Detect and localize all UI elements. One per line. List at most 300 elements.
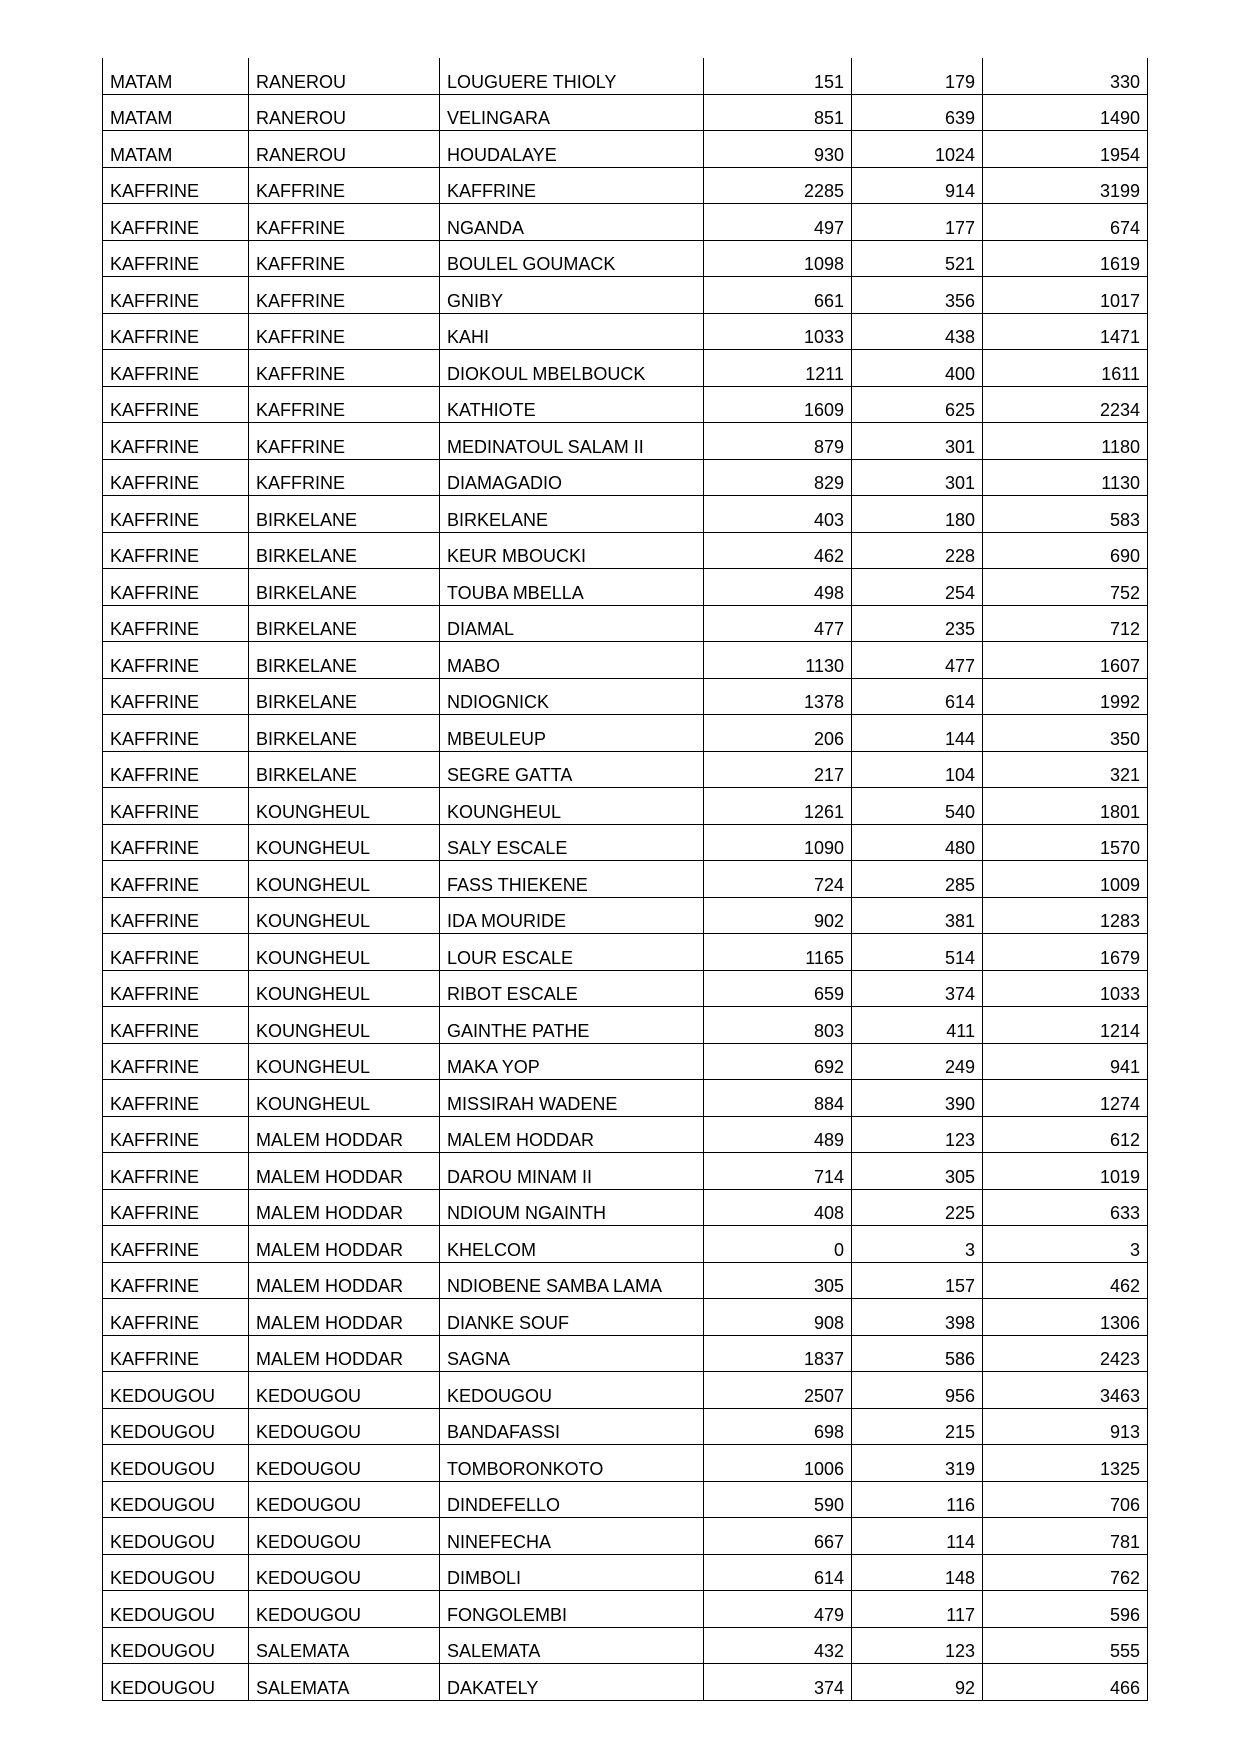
value-2-cell: 148 — [852, 1554, 983, 1591]
value-1-cell: 614 — [704, 1554, 852, 1591]
table-body — [103, 58, 1148, 1700]
commune-cell: DAROU MINAM II — [440, 1153, 704, 1190]
value-1-cell: 1261 — [704, 788, 852, 825]
value-2-cell: 956 — [852, 1372, 983, 1409]
value-1-cell: 884 — [704, 1080, 852, 1117]
region-cell: KAFFRINE — [103, 824, 249, 861]
table-row — [103, 459, 1148, 496]
commune-cell: VELINGARA — [440, 94, 704, 131]
table-row — [103, 970, 1148, 1007]
value-2-cell: 390 — [852, 1080, 983, 1117]
table-row — [103, 240, 1148, 277]
total-cell: 583 — [983, 496, 1148, 533]
region-cell: KAFFRINE — [103, 1080, 249, 1117]
value-1-cell: 724 — [704, 861, 852, 898]
department-cell: BIRKELANE — [249, 715, 440, 752]
value-2-cell: 92 — [852, 1664, 983, 1701]
total-cell: 1180 — [983, 423, 1148, 460]
commune-cell: IDA MOURIDE — [440, 897, 704, 934]
value-2-cell: 480 — [852, 824, 983, 861]
value-1-cell: 1098 — [704, 240, 852, 277]
value-2-cell: 301 — [852, 423, 983, 460]
region-cell: KAFFRINE — [103, 204, 249, 241]
value-2-cell: 104 — [852, 751, 983, 788]
total-cell: 1019 — [983, 1153, 1148, 1190]
department-cell: MALEM HODDAR — [249, 1189, 440, 1226]
total-cell: 1130 — [983, 459, 1148, 496]
total-cell: 1611 — [983, 350, 1148, 387]
region-cell: MATAM — [103, 94, 249, 131]
total-cell: 1607 — [983, 642, 1148, 679]
commune-cell: NDIOGNICK — [440, 678, 704, 715]
department-cell: KEDOUGOU — [249, 1554, 440, 1591]
department-cell: KAFFRINE — [249, 386, 440, 423]
value-1-cell: 667 — [704, 1518, 852, 1555]
total-cell: 941 — [983, 1043, 1148, 1080]
total-cell: 633 — [983, 1189, 1148, 1226]
region-cell: KEDOUGOU — [103, 1518, 249, 1555]
value-2-cell: 1024 — [852, 131, 983, 168]
value-1-cell: 151 — [704, 58, 852, 94]
value-2-cell: 215 — [852, 1408, 983, 1445]
commune-cell: MABO — [440, 642, 704, 679]
commune-cell: KEUR MBOUCKI — [440, 532, 704, 569]
commune-cell: KATHIOTE — [440, 386, 704, 423]
department-cell: MALEM HODDAR — [249, 1116, 440, 1153]
table-row — [103, 131, 1148, 168]
total-cell: 1619 — [983, 240, 1148, 277]
department-cell: KOUNGHEUL — [249, 1080, 440, 1117]
department-cell: BIRKELANE — [249, 751, 440, 788]
total-cell: 1274 — [983, 1080, 1148, 1117]
table-row — [103, 1007, 1148, 1044]
region-cell: KAFFRINE — [103, 1262, 249, 1299]
table-row — [103, 1408, 1148, 1445]
table-row — [103, 897, 1148, 934]
value-2-cell: 639 — [852, 94, 983, 131]
table-row — [103, 1116, 1148, 1153]
department-cell: KOUNGHEUL — [249, 897, 440, 934]
table-row — [103, 934, 1148, 971]
department-cell: RANEROU — [249, 131, 440, 168]
table-row — [103, 715, 1148, 752]
table-row — [103, 1372, 1148, 1409]
table-row — [103, 1153, 1148, 1190]
value-2-cell: 123 — [852, 1627, 983, 1664]
region-cell: KAFFRINE — [103, 1153, 249, 1190]
commune-cell: MAKA YOP — [440, 1043, 704, 1080]
table-row — [103, 1335, 1148, 1372]
total-cell: 913 — [983, 1408, 1148, 1445]
department-cell: KEDOUGOU — [249, 1518, 440, 1555]
commune-cell: DAKATELY — [440, 1664, 704, 1701]
value-1-cell: 1033 — [704, 313, 852, 350]
commune-cell: KOUNGHEUL — [440, 788, 704, 825]
region-cell: KEDOUGOU — [103, 1445, 249, 1482]
region-cell: KAFFRINE — [103, 1116, 249, 1153]
commune-cell: DIMBOLI — [440, 1554, 704, 1591]
value-2-cell: 114 — [852, 1518, 983, 1555]
value-2-cell: 586 — [852, 1335, 983, 1372]
region-cell: KAFFRINE — [103, 569, 249, 606]
department-cell: KEDOUGOU — [249, 1372, 440, 1409]
commune-cell: SALY ESCALE — [440, 824, 704, 861]
table-row — [103, 1226, 1148, 1263]
department-cell: BIRKELANE — [249, 642, 440, 679]
value-1-cell: 1006 — [704, 1445, 852, 1482]
value-1-cell: 489 — [704, 1116, 852, 1153]
department-cell: KOUNGHEUL — [249, 1007, 440, 1044]
table-row — [103, 58, 1148, 94]
region-cell: KAFFRINE — [103, 532, 249, 569]
value-2-cell: 514 — [852, 934, 983, 971]
value-1-cell: 403 — [704, 496, 852, 533]
region-cell: KEDOUGOU — [103, 1627, 249, 1664]
value-1-cell: 408 — [704, 1189, 852, 1226]
value-1-cell: 1165 — [704, 934, 852, 971]
region-cell: KAFFRINE — [103, 1189, 249, 1226]
total-cell: 330 — [983, 58, 1148, 94]
department-cell: MALEM HODDAR — [249, 1335, 440, 1372]
department-cell: MALEM HODDAR — [249, 1262, 440, 1299]
value-1-cell: 206 — [704, 715, 852, 752]
department-cell: KAFFRINE — [249, 204, 440, 241]
commune-cell: TOUBA MBELLA — [440, 569, 704, 606]
value-2-cell: 400 — [852, 350, 983, 387]
value-1-cell: 1090 — [704, 824, 852, 861]
table-row — [103, 605, 1148, 642]
total-cell: 1570 — [983, 824, 1148, 861]
total-cell: 674 — [983, 204, 1148, 241]
value-2-cell: 914 — [852, 167, 983, 204]
value-2-cell: 438 — [852, 313, 983, 350]
commune-cell: BIRKELANE — [440, 496, 704, 533]
total-cell: 781 — [983, 1518, 1148, 1555]
department-cell: KAFFRINE — [249, 350, 440, 387]
region-cell: KAFFRINE — [103, 167, 249, 204]
region-cell: KAFFRINE — [103, 897, 249, 934]
value-2-cell: 625 — [852, 386, 983, 423]
value-1-cell: 659 — [704, 970, 852, 1007]
commune-cell: MISSIRAH WADENE — [440, 1080, 704, 1117]
table-row — [103, 861, 1148, 898]
table-row — [103, 1554, 1148, 1591]
department-cell: KOUNGHEUL — [249, 970, 440, 1007]
value-1-cell: 477 — [704, 605, 852, 642]
total-cell: 762 — [983, 1554, 1148, 1591]
commune-cell: DIAMAL — [440, 605, 704, 642]
region-cell: KAFFRINE — [103, 861, 249, 898]
value-2-cell: 411 — [852, 1007, 983, 1044]
value-2-cell: 301 — [852, 459, 983, 496]
department-cell: RANEROU — [249, 94, 440, 131]
value-1-cell: 498 — [704, 569, 852, 606]
total-cell: 706 — [983, 1481, 1148, 1518]
value-1-cell: 2507 — [704, 1372, 852, 1409]
department-cell: MALEM HODDAR — [249, 1299, 440, 1336]
region-cell: KAFFRINE — [103, 788, 249, 825]
total-cell: 1017 — [983, 277, 1148, 314]
total-cell: 350 — [983, 715, 1148, 752]
value-1-cell: 851 — [704, 94, 852, 131]
value-2-cell: 177 — [852, 204, 983, 241]
commune-cell: LOUGUERE THIOLY — [440, 58, 704, 94]
region-cell: KAFFRINE — [103, 386, 249, 423]
value-2-cell: 374 — [852, 970, 983, 1007]
commune-cell: BOULEL GOUMACK — [440, 240, 704, 277]
value-2-cell: 116 — [852, 1481, 983, 1518]
value-2-cell: 614 — [852, 678, 983, 715]
table-row — [103, 277, 1148, 314]
department-cell: MALEM HODDAR — [249, 1153, 440, 1190]
total-cell: 1490 — [983, 94, 1148, 131]
department-cell: KAFFRINE — [249, 277, 440, 314]
department-cell: KEDOUGOU — [249, 1445, 440, 1482]
commune-cell: FONGOLEMBI — [440, 1591, 704, 1628]
value-2-cell: 3 — [852, 1226, 983, 1263]
total-cell: 2423 — [983, 1335, 1148, 1372]
table-row — [103, 204, 1148, 241]
commune-cell: RIBOT ESCALE — [440, 970, 704, 1007]
region-cell: KEDOUGOU — [103, 1664, 249, 1701]
region-cell: KAFFRINE — [103, 1043, 249, 1080]
region-cell: KAFFRINE — [103, 1299, 249, 1336]
table-row — [103, 1664, 1148, 1701]
commune-cell: MBEULEUP — [440, 715, 704, 752]
region-cell: KAFFRINE — [103, 751, 249, 788]
region-cell: KAFFRINE — [103, 277, 249, 314]
total-cell: 1306 — [983, 1299, 1148, 1336]
commune-cell: SAGNA — [440, 1335, 704, 1372]
table-row — [103, 1518, 1148, 1555]
department-cell: BIRKELANE — [249, 569, 440, 606]
commune-cell: SEGRE GATTA — [440, 751, 704, 788]
value-2-cell: 157 — [852, 1262, 983, 1299]
table-row — [103, 167, 1148, 204]
commune-cell: DIOKOUL MBELBOUCK — [440, 350, 704, 387]
value-1-cell: 1609 — [704, 386, 852, 423]
value-1-cell: 930 — [704, 131, 852, 168]
total-cell: 555 — [983, 1627, 1148, 1664]
value-2-cell: 319 — [852, 1445, 983, 1482]
value-1-cell: 2285 — [704, 167, 852, 204]
table-row — [103, 678, 1148, 715]
commune-cell: NGANDA — [440, 204, 704, 241]
value-2-cell: 179 — [852, 58, 983, 94]
department-cell: KEDOUGOU — [249, 1481, 440, 1518]
value-1-cell: 879 — [704, 423, 852, 460]
total-cell: 596 — [983, 1591, 1148, 1628]
commune-cell: LOUR ESCALE — [440, 934, 704, 971]
total-cell: 1954 — [983, 131, 1148, 168]
value-1-cell: 590 — [704, 1481, 852, 1518]
total-cell: 752 — [983, 569, 1148, 606]
region-cell: KEDOUGOU — [103, 1372, 249, 1409]
region-cell: KEDOUGOU — [103, 1591, 249, 1628]
region-cell: KEDOUGOU — [103, 1408, 249, 1445]
region-cell: KEDOUGOU — [103, 1481, 249, 1518]
value-1-cell: 1130 — [704, 642, 852, 679]
table-row — [103, 1080, 1148, 1117]
value-1-cell: 374 — [704, 1664, 852, 1701]
value-2-cell: 305 — [852, 1153, 983, 1190]
region-cell: KAFFRINE — [103, 240, 249, 277]
table-row — [103, 423, 1148, 460]
value-2-cell: 249 — [852, 1043, 983, 1080]
value-1-cell: 698 — [704, 1408, 852, 1445]
table-row — [103, 1043, 1148, 1080]
table-row — [103, 1262, 1148, 1299]
commune-cell: DIAMAGADIO — [440, 459, 704, 496]
total-cell: 2234 — [983, 386, 1148, 423]
total-cell: 1325 — [983, 1445, 1148, 1482]
region-cell: KAFFRINE — [103, 1226, 249, 1263]
commune-cell: KEDOUGOU — [440, 1372, 704, 1409]
table-row — [103, 569, 1148, 606]
commune-cell: MALEM HODDAR — [440, 1116, 704, 1153]
region-cell: KAFFRINE — [103, 678, 249, 715]
value-1-cell: 217 — [704, 751, 852, 788]
region-cell: KAFFRINE — [103, 934, 249, 971]
total-cell: 1033 — [983, 970, 1148, 1007]
table-row — [103, 1445, 1148, 1482]
department-cell: KOUNGHEUL — [249, 788, 440, 825]
table-row — [103, 1481, 1148, 1518]
table-row — [103, 824, 1148, 861]
commune-cell: NDIOUM NGAINTH — [440, 1189, 704, 1226]
value-1-cell: 462 — [704, 532, 852, 569]
value-1-cell: 0 — [704, 1226, 852, 1263]
department-cell: KOUNGHEUL — [249, 1043, 440, 1080]
commune-cell: KAHI — [440, 313, 704, 350]
commune-cell: BANDAFASSI — [440, 1408, 704, 1445]
commune-cell: FASS THIEKENE — [440, 861, 704, 898]
region-cell: KAFFRINE — [103, 1007, 249, 1044]
value-1-cell: 803 — [704, 1007, 852, 1044]
value-2-cell: 540 — [852, 788, 983, 825]
value-2-cell: 356 — [852, 277, 983, 314]
department-cell: KAFFRINE — [249, 423, 440, 460]
region-cell: KAFFRINE — [103, 715, 249, 752]
table-row — [103, 532, 1148, 569]
region-cell: KAFFRINE — [103, 642, 249, 679]
table-row — [103, 1627, 1148, 1664]
total-cell: 712 — [983, 605, 1148, 642]
department-cell: KOUNGHEUL — [249, 824, 440, 861]
table-row — [103, 496, 1148, 533]
commune-cell: DINDEFELLO — [440, 1481, 704, 1518]
value-1-cell: 1211 — [704, 350, 852, 387]
total-cell: 3463 — [983, 1372, 1148, 1409]
table-row — [103, 386, 1148, 423]
commune-cell: NINEFECHA — [440, 1518, 704, 1555]
value-2-cell: 225 — [852, 1189, 983, 1226]
department-cell: KOUNGHEUL — [249, 861, 440, 898]
value-2-cell: 254 — [852, 569, 983, 606]
commune-cell: HOUDALAYE — [440, 131, 704, 168]
total-cell: 1992 — [983, 678, 1148, 715]
value-2-cell: 123 — [852, 1116, 983, 1153]
commune-cell: GNIBY — [440, 277, 704, 314]
value-2-cell: 285 — [852, 861, 983, 898]
table-row — [103, 751, 1148, 788]
region-cell: KAFFRINE — [103, 1335, 249, 1372]
region-cell: KAFFRINE — [103, 496, 249, 533]
commune-cell: KHELCOM — [440, 1226, 704, 1263]
value-2-cell: 228 — [852, 532, 983, 569]
commune-cell: GAINTHE PATHE — [440, 1007, 704, 1044]
total-cell: 1009 — [983, 861, 1148, 898]
total-cell: 466 — [983, 1664, 1148, 1701]
department-cell: BIRKELANE — [249, 496, 440, 533]
value-1-cell: 1378 — [704, 678, 852, 715]
total-cell: 612 — [983, 1116, 1148, 1153]
region-cell: KAFFRINE — [103, 970, 249, 1007]
department-cell: KEDOUGOU — [249, 1408, 440, 1445]
total-cell: 3199 — [983, 167, 1148, 204]
department-cell: MALEM HODDAR — [249, 1226, 440, 1263]
table-row — [103, 1591, 1148, 1628]
value-1-cell: 902 — [704, 897, 852, 934]
value-1-cell: 497 — [704, 204, 852, 241]
value-2-cell: 117 — [852, 1591, 983, 1628]
value-2-cell: 398 — [852, 1299, 983, 1336]
region-cell: MATAM — [103, 58, 249, 94]
department-cell: BIRKELANE — [249, 605, 440, 642]
data-table — [102, 58, 1148, 1701]
region-cell: KAFFRINE — [103, 605, 249, 642]
commune-cell: KAFFRINE — [440, 167, 704, 204]
table-row — [103, 313, 1148, 350]
region-cell: KAFFRINE — [103, 459, 249, 496]
total-cell: 1801 — [983, 788, 1148, 825]
commune-cell: TOMBORONKOTO — [440, 1445, 704, 1482]
department-cell: SALEMATA — [249, 1627, 440, 1664]
table-row — [103, 350, 1148, 387]
total-cell: 462 — [983, 1262, 1148, 1299]
commune-cell: NDIOBENE SAMBA LAMA — [440, 1262, 704, 1299]
total-cell: 321 — [983, 751, 1148, 788]
region-cell: KAFFRINE — [103, 423, 249, 460]
value-1-cell: 692 — [704, 1043, 852, 1080]
table-row — [103, 94, 1148, 131]
value-2-cell: 381 — [852, 897, 983, 934]
commune-cell: SALEMATA — [440, 1627, 704, 1664]
department-cell: BIRKELANE — [249, 678, 440, 715]
total-cell: 3 — [983, 1226, 1148, 1263]
value-2-cell: 477 — [852, 642, 983, 679]
value-2-cell: 235 — [852, 605, 983, 642]
value-2-cell: 144 — [852, 715, 983, 752]
department-cell: SALEMATA — [249, 1664, 440, 1701]
value-2-cell: 521 — [852, 240, 983, 277]
value-2-cell: 180 — [852, 496, 983, 533]
department-cell: RANEROU — [249, 58, 440, 94]
region-cell: MATAM — [103, 131, 249, 168]
total-cell: 690 — [983, 532, 1148, 569]
value-1-cell: 305 — [704, 1262, 852, 1299]
commune-cell: DIANKE SOUF — [440, 1299, 704, 1336]
table-row — [103, 788, 1148, 825]
total-cell: 1283 — [983, 897, 1148, 934]
value-1-cell: 432 — [704, 1627, 852, 1664]
department-cell: KAFFRINE — [249, 167, 440, 204]
department-cell: BIRKELANE — [249, 532, 440, 569]
table-row — [103, 1189, 1148, 1226]
table-row — [103, 1299, 1148, 1336]
total-cell: 1679 — [983, 934, 1148, 971]
total-cell: 1214 — [983, 1007, 1148, 1044]
